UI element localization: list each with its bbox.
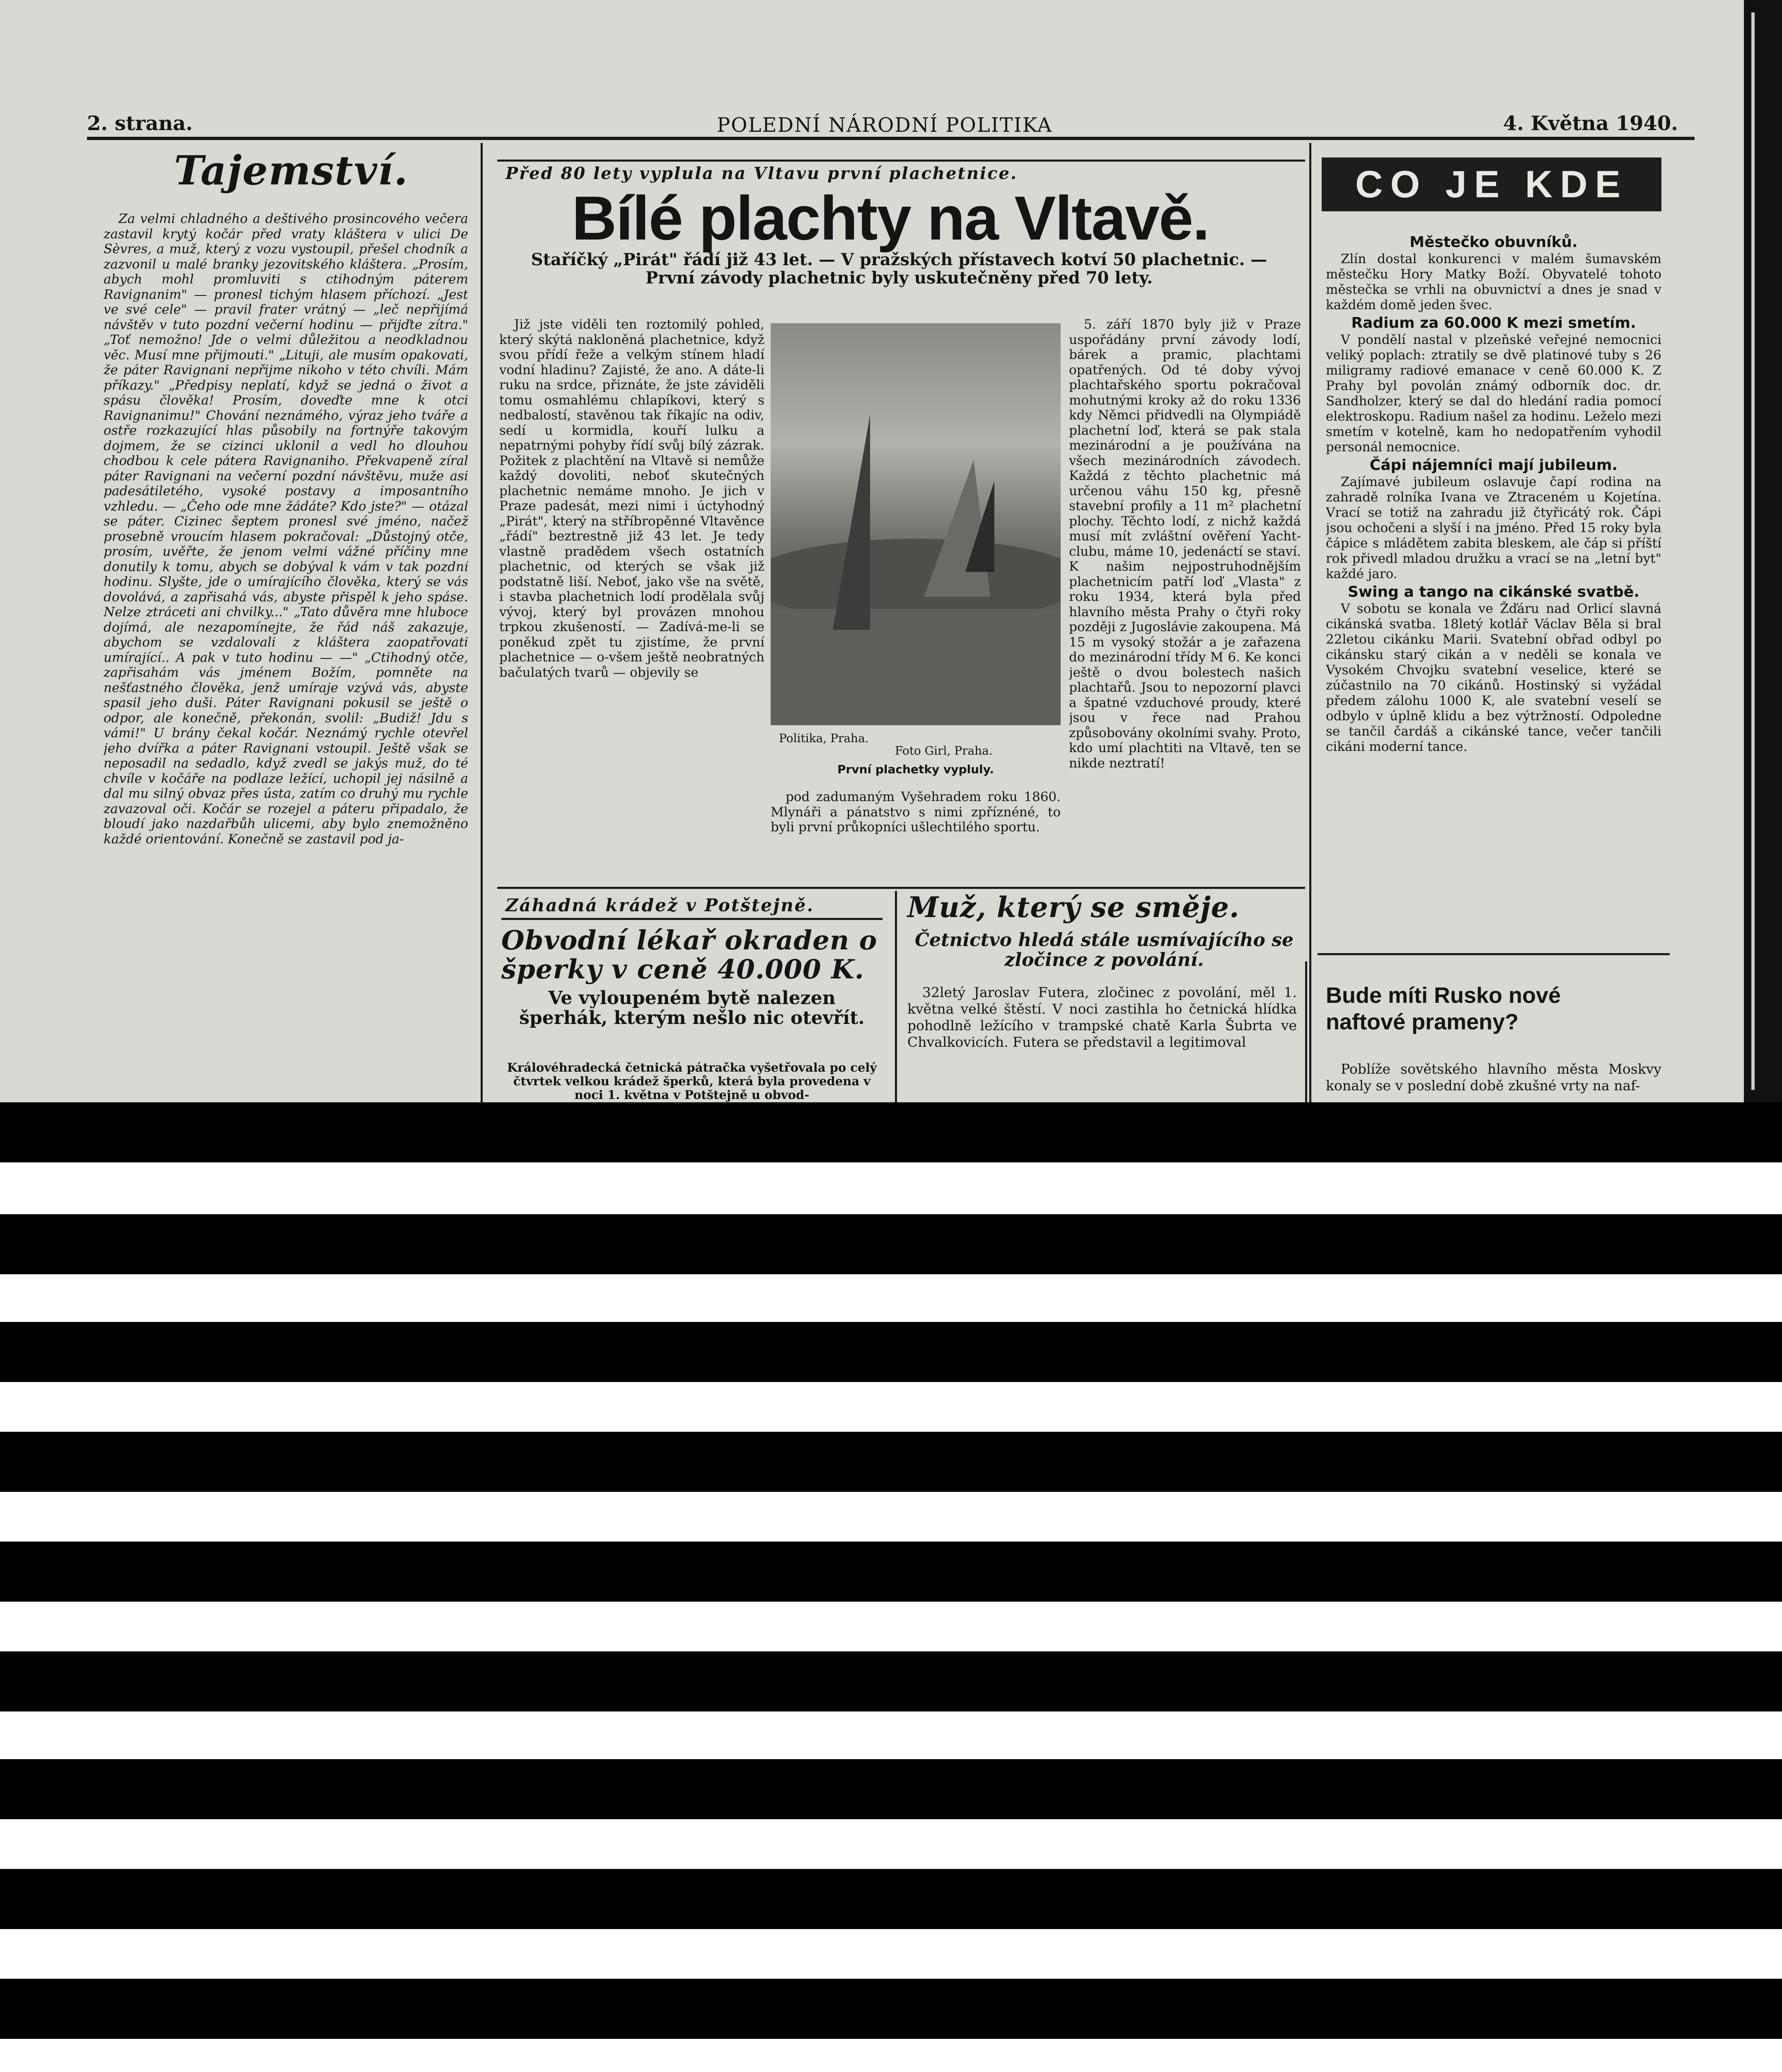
section-rule [1318,953,1670,955]
item-heading: Čápi nájemníci mají jubileum. [1369,457,1618,474]
sailboat-photo [771,323,1061,725]
smiling-title: Muž, který se směje. [907,891,1240,924]
redaction-stripe [0,1102,1782,1162]
main-column-2: pod zadumaným Vyšehradem roku 1860. Mlynáři a pánatstvo s nimi zpříznéné, to byli první průkopníci ušlechtilého sportu. [771,789,1061,835]
section-rule [497,160,1305,162]
theft-subhead: Ve vyloupeném bytě nalezen šperhák, kterým nešlo nic otevřít. [519,988,865,1029]
redaction-stripe [0,1542,1782,1602]
redaction-stripe [0,1214,1782,1274]
right-box-body [1326,232,1661,945]
item-text: Zlín dostal konkurenci v malém šumavském městečku Hory Matky Boží. Obyvatelé tohoto městečka se vrhli na obuvnictví a dnes je snad v každém domě jeden švec. [1326,252,1661,312]
section-rule [501,918,883,920]
redaction-stripe [0,1322,1782,1382]
item-text: V pondělí nastal v plzeňské veřejné nemocnici veliký poplach: ztratily se dvě platinové tuby s 26 miligramy radiové emanace v ceně 60.000 K. Z Prahy byl povolán známý odborník doc. dr. Sandholzer, který se dal do hledání radia pomocí elektroskopu. Radium našel za hodinu. Leželo mezi smetím v kotelně, kam ho nedopatřením vyhodil personál nemocnice. [1326,332,1661,455]
item-heading: Swing a tango na cikánské svatbě. [1347,583,1640,600]
newspaper-name: POLEDNÍ NÁRODNÍ POLITIKA [717,114,1053,137]
theft-lead: Královéhradecká četnická pátračka vyšetřovala po celý čtvrtek velkou krádež šperků, která byla provedena v noci 1. května v Potštejně u obvod- [507,1061,877,1102]
main-column-1: Již jste viděli ten roztomilý pohled, který skýtá nakloněná plachetnice, když svou přídí řeže a velkým stínem hladí vodní hladinu? Zajisté, že ano. A dáte-li ruku na srdce, přiznáte, že jste záviděli tomu osmahlému chlapíkovi, který s nedbalostí, stavěnou tak říkajíc na odiv, sedí u kormidla, kouří lulku a nepatrnými pohyby řídí svůj bílý zázrak. Požitek z plachtění na Vltavě si nemůže každý dovoliti, neboť skutečných plachetnic nemáme mnoho. Je jich v Praze padesát, mezi nimi i úctyhodný „Pirát", který na stříbropěnné Vltavěnce „řádí" beztrestně již 43 let. Je tedy vlastně pradědem všech ostatních plachetnic, od kterých se však již podstatně liší. Neboť, jako vše na světě, i stavba plachetnich lodí prodělala svůj vývoj, který byl provázen mnohou trpkou zkušeností. — Zadívá-me-li se poněkud zpět tu zjistíme, že první plachetnice — o-všem ještě neobratných bačulatých tvarů — objevily se [499,317,764,680]
page-header [87,112,1695,140]
column-rule [895,891,897,1102]
photo-caption: První plachetky vypluly. [837,762,994,776]
issue-date: 4. Května 1940. [1503,112,1678,135]
redaction-stripe [0,1979,1782,2039]
main-subhead: Staříčký „Pirát" řádí již 43 let. — V pražských přístavech kotví 50 plachetnic. — První závody plachetnic byly uskutečněny před 70 lety. [531,250,1267,288]
theft-kicker: Záhadná krádež v Potštejně. [505,895,815,915]
section-rule [497,887,1305,889]
photo-credit-left: Politika, Praha. [779,731,869,745]
theft-title: Obvodní lékař okraden o šperky v ceně 40.000 K. [501,925,878,985]
smiling-body: 32letý Jaroslav Futera, zločinec z povolání, měl 1. května velké štěstí. V noci zastihla ho četnická hlídka pohodlně ležícího v trampské chatě Karla Šubrta ve Chvalkovicích. Futera se představil a legitimoval [907,984,1297,1050]
item-heading: Městečko obuvníků. [1410,234,1578,251]
smiling-subhead: Četnictvo hledá stále usmívajícího se zločince z povolání. [915,929,1294,971]
column-rule [1305,961,1307,1102]
redaction-stripe [0,1432,1782,1492]
scan-border [1744,0,1782,1102]
redaction-stripe [0,1759,1782,1819]
item-heading: Radium za 60.000 K mezi smetím. [1351,315,1636,332]
right-box-title: CO JE KDE [1322,157,1661,211]
column-rule [1309,143,1311,1102]
item-text: V sobotu se konala ve Žďáru nad Orlicí slavná cikánská svatba. 18letý kotlář Václav Běla si bral 22letou cikánku Marii. Svatební obřad odbyl po cikánsku starý cikán a v neděli se konala ve Vysokém Chvojku svatební veselice, které se zúčastnilo na 70 cikánů. Hostinský si vyžádal předem zálohu 1000 K, ale svatební veselí se odbylo v úplně klidu a bez výtržností. Odpoledne se tančil čardáš a cikánské tance, večer tančili cikáni moderní tance. [1326,601,1661,754]
left-story-body: Za velmi chladného a deštivého prosincového večera zastavil krytý kočár před vraty kláštera v ulici De Sèvres, a muž, který z vozu vystoupil, přešel chodník a zazvonil u malé branky jezovitského kláštera. „Prosím, abych mohl promluviti s ctihodným páterem Ravignanim" — pronesl tichým hlasem příchozí. „Jest ve své cele" — pravil frater vrátný — „leč nepřijímá návštěv v tuto pozdní večerní hodinu — přijďte zítra." „Toť nemožno! Jde o velmi důležitou a neodkladnou věc. Musí mne přijmouti." „Lituji, ale musím opakovati, že páter Ravignani nepřijme nikoho v této chvíli. Mám příkazy." „Předpisy neplatí, když se jedná o život a spásu člověka! Prosím, doveďte mne k otci Ravignanimu!" Chování neznámého, výraz jeho tváře a ostře rozkazující hlas působily na fortnýře takovým dojmem, že se cizinci uklonil a vedl ho dlouhou chodbou k cele pátera Ravignaniho. Překvapeně zíral páter Ravignani na večerní pozdní návštěvu, muže asi padesátiletého, vysoké postavy a imposantního vzhledu. — „Čeho ode mne žádáte? Kdo jste?" — otázal se páter. Cizinec šeptem pronesl své jméno, načež prosebně vroucím hlasem pokračoval: „Důstojný otče, prosím, uvěřte, že jenom velmi vážné příčiny mne donutily k tomu, abych se dobýval k vám v tak pozdní hodinu. Slyšte, jde o umírajícího člověka, který se vás dovolává, a zapřisahá vás, abyste přispěl k jeho spáse. Nelze ztráceti ani chvilky..." „Tato důvěra mne hluboce dojímá, ale nezapomínejte, že řád náš zakazuje, abychom se vzdalovali z kláštera zaopatřovati umírající.. A pak v tuto hodinu — —" „Ctihodný otče, zapřisahám vás jménem Božím, pomněte na nešťastného člověka, jenž umíraje vzývá vás, abyste spasil jeho duši. Páter Ravignani pokusil se ještě o odpor, ale konečně, překonán, svolil: „Budiž! Jdu s vámi!" U brány čekal kočár. Neznámý rychle otevřel jeho dvířka a páter Ravignani vstoupil. Ještě však se neposadil na sedadlo, když zvedl se jakýs muž, do té chvíle v kočáře na podlaze ležící, uchopil jej násilně a dal mu silný obvaz přes ústa, zatím co druhý mu rychle zavazoval oči. Kočár se rozejel a páteru připadalo, že bloudí jako nazdařbůh ulicemi, aby bylo znemožněno každé orientování. Konečně se zastavil pod ja- [104,211,468,847]
photo-credit-right: Foto Girl, Praha. [895,744,993,758]
main-kicker: Před 80 lety vyplula na Vltavu první plachetnice. [505,164,1018,183]
main-title: Bílé plachty na Vltavě. [572,183,1209,253]
redaction-stripe [0,1869,1782,1929]
column-rule [481,143,483,1102]
left-story-title: Tajemství. [174,147,409,194]
item-text: Zajímavé jubileum oslavuje čapí rodina na zahradě rolníka Ivana ve Ztraceném u Kojetína. Vrací se totiž na zahradu již čtyřicátý rok. Čápi jsou ochočeni a slyší i na jméno. Před 15 roky byla čápice s mládětem zabita bleskem, ale čáp si příští rok přivedl mladou družku a vrací se na „letní byt" každé jaro. [1326,474,1661,581]
redaction-stripe [0,1651,1782,1711]
main-column-3: 5. září 1870 byly již v Praze uspořádány první závody lodí, bárek a pramic, plachtami opatřených. Od té doby vývoj plachtařského sportu pokračoval mohutnými kroky až do roku 1336 kdy Němci přidvedli na Olympiádě plachetní loď, která se pak stala mezinárodní a je používána na všech mezinárodních závodech. Každá z těchto plachetnic má určenou váhu 150 kg, přesně stavební profily a 11 m² plachetní plochy. Těchto lodí, z nichž každá musí mít zvláštní ověření Yacht-clubu, máme 10, jedenáctí se staví. K našim nejpostruhodnějším plachetnicím patří loď „Vlasta" z roku 1934, která byla před hlavního města Prahy o čtyři roky později z Jugoslávie zakoupena. Má 15 m vysoký stožár a je zařazena do mezinárodní třídy M 6. Ke konci ještě o dvou bolestech našich plachtařů. Jsou to nepozorní plavci a špatné vzduchové proudy, které jsou v řece nad Prahou způsobovány okolními svahy. Proto, kdo umí plachtiti na Vltavě, ten se nikde neztratí! [1069,317,1301,771]
russia-body: Poblíže sovětského hlavního města Moskvy konaly se v poslední době zkušné vrty na naf- [1326,1061,1661,1094]
page-number: 2. strana. [87,112,193,135]
russia-title: Bude míti Rusko nové naftové prameny? [1326,983,1561,1034]
